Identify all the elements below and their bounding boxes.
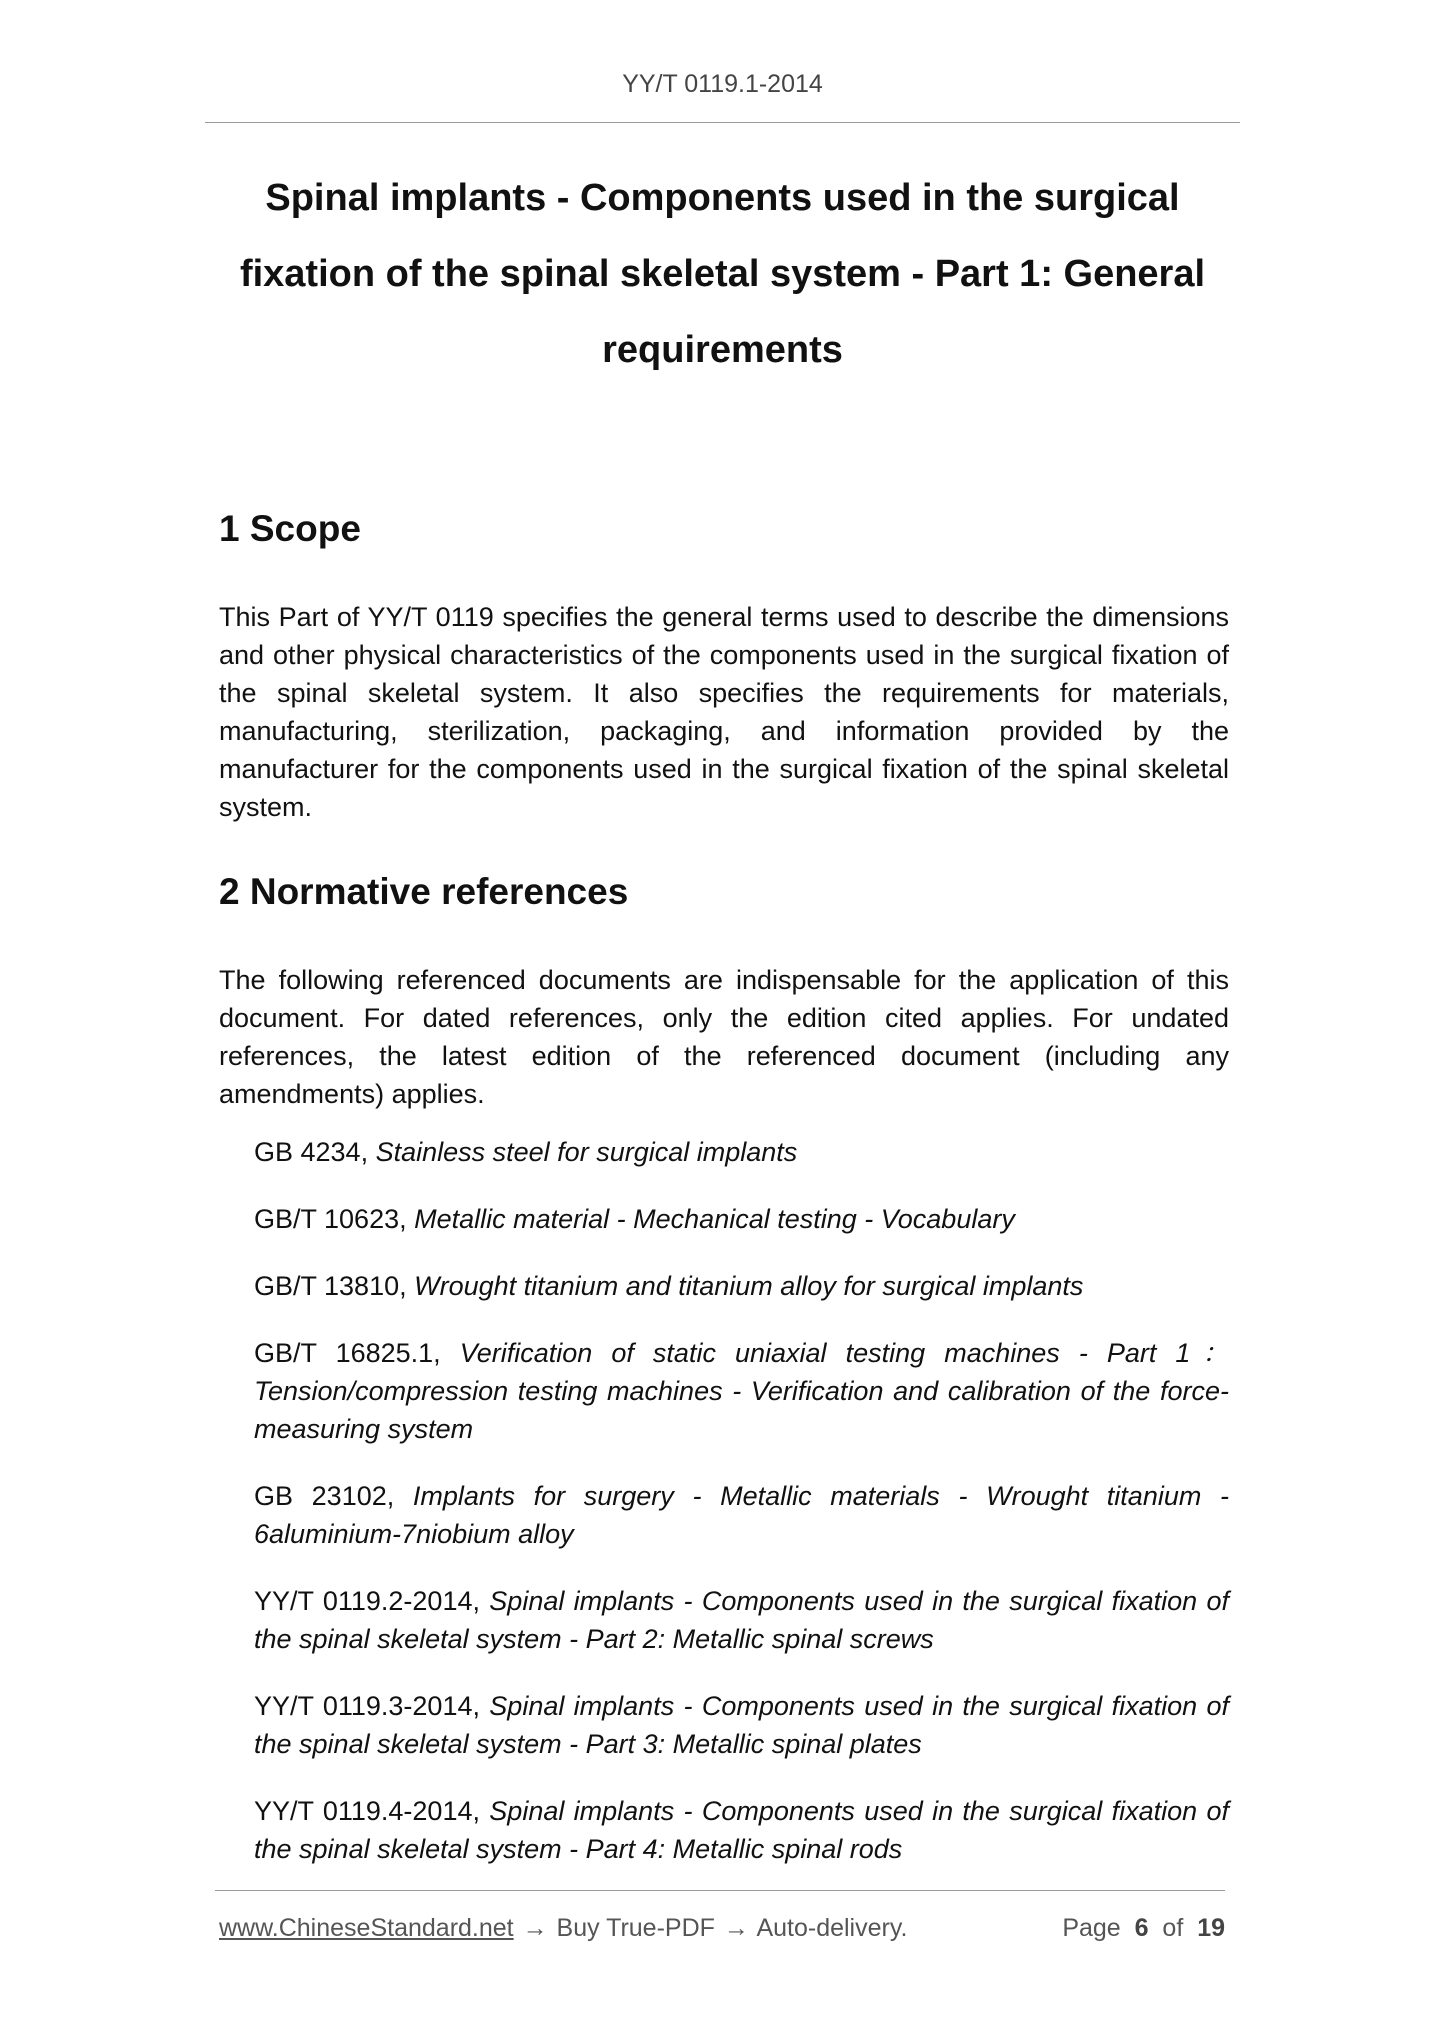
arrow-right-icon: → bbox=[723, 1914, 749, 1942]
scope-paragraph: This Part of YY/T 0119 specifies the general terms used to describe the dimensions and other physical characteristics of the components used in the surgical fixation of the spinal skeletal system. It also specifies the requirements for materials, manufacturing, sterilization, packaging, and information provided by the manufacturer for the components used in the surgical fixation of the spinal skeletal system. bbox=[219, 602, 1229, 822]
page-number bbox=[1062, 1914, 1225, 1943]
reference-title: Wrought titanium and titanium alloy for surgical implants bbox=[414, 1271, 1084, 1301]
reference-code: GB/T 10623, bbox=[254, 1204, 415, 1234]
footer-divider bbox=[215, 1890, 1225, 1891]
document-code-header: YY/T 0119.1-2014 bbox=[622, 70, 823, 98]
reference-list bbox=[254, 1133, 1229, 1897]
reference-title: Spinal implants - Components used in the surgical fixation of the spinal skeletal system - Part 3: Metallic spinal plates bbox=[254, 1691, 1229, 1759]
section-heading-normative-references: 2 Normative references bbox=[219, 871, 629, 912]
reference-item bbox=[254, 1477, 1229, 1553]
page-total: 19 bbox=[1197, 1914, 1225, 1942]
page-of: of bbox=[1162, 1914, 1184, 1942]
reference-item bbox=[254, 1267, 1229, 1305]
reference-title: Spinal implants - Components used in the surgical fixation of the spinal skeletal system - Part 4: Metallic spinal rods bbox=[254, 1796, 1229, 1864]
document-title: Spinal implants - Components used in the surgical fixation of the spinal skeletal system - Part 1: General requirements bbox=[239, 177, 1206, 371]
normative-references-paragraph: The following referenced documents are indispensable for the application of this document. For dated references, only the edition cited applies. For undated references, the latest edition of the referenced document (including any amendments) applies. bbox=[219, 965, 1229, 1109]
reference-title: Metallic material - Mechanical testing - Vocabulary bbox=[414, 1204, 1015, 1234]
buy-true-pdf-text: Buy True-PDF bbox=[556, 1914, 715, 1942]
reference-code: YY/T 0119.2-2014, bbox=[254, 1586, 490, 1616]
page-current: 6 bbox=[1134, 1914, 1149, 1942]
section-heading-scope: 1 Scope bbox=[219, 508, 361, 549]
reference-code: GB/T 13810, bbox=[254, 1271, 415, 1301]
page-label: Page bbox=[1062, 1914, 1121, 1942]
reference-title: Verification of static uniaxial testing machines - Part 1： Tension/compression testing machines - Verification and calibration of the force-measuring system bbox=[254, 1338, 1230, 1444]
reference-item bbox=[254, 1687, 1229, 1763]
reference-code: GB/T 16825.1, bbox=[254, 1338, 460, 1368]
auto-delivery-text: Auto-delivery. bbox=[756, 1914, 908, 1942]
reference-code: YY/T 0119.4-2014, bbox=[254, 1796, 490, 1826]
reference-item bbox=[254, 1133, 1229, 1171]
reference-title: Stainless steel for surgical implants bbox=[375, 1137, 798, 1167]
reference-item bbox=[254, 1792, 1229, 1868]
reference-item bbox=[254, 1582, 1229, 1658]
reference-code: GB 4234, bbox=[254, 1137, 376, 1167]
reference-item bbox=[254, 1200, 1229, 1238]
website-link[interactable]: www.ChineseStandard.net bbox=[219, 1914, 514, 1942]
reference-code: YY/T 0119.3-2014, bbox=[254, 1691, 490, 1721]
arrow-right-icon: → bbox=[522, 1914, 548, 1942]
reference-code: GB 23102, bbox=[254, 1481, 413, 1511]
page-footer bbox=[219, 1914, 1229, 1943]
reference-title: Spinal implants - Components used in the surgical fixation of the spinal skeletal system - Part 2: Metallic spinal screws bbox=[254, 1586, 1229, 1654]
reference-title: Implants for surgery - Metallic materials - Wrought titanium - 6aluminium-7niobium alloy bbox=[254, 1481, 1229, 1549]
header-divider bbox=[205, 122, 1240, 123]
reference-item bbox=[254, 1334, 1229, 1448]
